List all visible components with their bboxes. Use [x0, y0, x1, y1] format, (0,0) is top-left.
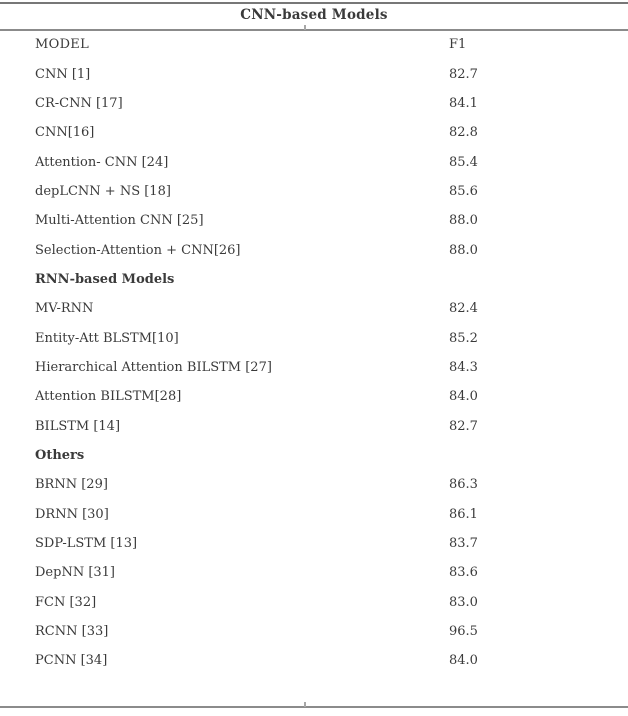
table-body — [0, 30, 628, 676]
model-name: Multi-Attention CNN [25] — [35, 213, 204, 229]
model-name: PCNN [34] — [35, 653, 108, 669]
model-name: MV-RNN — [35, 301, 94, 317]
model-name: Hierarchical Attention BILSTM [27] — [35, 359, 272, 375]
model-name: SDP-LSTM [13] — [35, 536, 138, 552]
table-row — [0, 235, 628, 264]
f1-value: 82.7 — [449, 66, 478, 82]
model-name: DepNN [31] — [35, 565, 116, 581]
f1-value: 83.0 — [449, 594, 478, 610]
f1-value: 82.8 — [449, 125, 478, 141]
model-name: BILSTM [14] — [35, 418, 121, 434]
table-row — [0, 646, 628, 675]
table-top-rule — [0, 2, 628, 4]
f1-value: 82.7 — [449, 418, 478, 434]
section-header-label: RNN-based Models — [35, 271, 175, 287]
f1-value: 84.0 — [449, 653, 478, 669]
table-row — [0, 59, 628, 88]
model-name: depLCNN + NS [18] — [35, 183, 171, 199]
f1-value: 85.4 — [449, 154, 478, 170]
model-name: Selection-Attention + CNN[26] — [35, 242, 241, 258]
f1-value: 85.2 — [449, 330, 478, 346]
table-row — [0, 617, 628, 646]
table-header-row — [0, 30, 628, 59]
section-header-rnn — [0, 265, 628, 294]
model-name: CR-CNN [17] — [35, 95, 123, 111]
column-header-f1: F1 — [449, 37, 467, 53]
table-row — [0, 323, 628, 352]
table-row — [0, 411, 628, 440]
f1-value: 84.3 — [449, 359, 478, 375]
table-row — [0, 147, 628, 176]
column-header-model: MODEL — [35, 37, 90, 53]
f1-value: 83.6 — [449, 565, 478, 581]
f1-value: 84.0 — [449, 389, 478, 405]
table-row — [0, 353, 628, 382]
f1-value: 88.0 — [449, 242, 478, 258]
table-row — [0, 529, 628, 558]
f1-value: 96.5 — [449, 624, 478, 640]
table-row — [0, 500, 628, 529]
table-row — [0, 89, 628, 118]
model-name: Attention- CNN [24] — [35, 154, 169, 170]
column-divider-tick-bottom — [304, 702, 306, 707]
model-name: Entity-Att BLSTM[10] — [35, 330, 179, 346]
f1-value: 85.6 — [449, 183, 478, 199]
section-header-label: Others — [35, 447, 85, 463]
f1-value: 83.7 — [449, 536, 478, 552]
model-name: CNN[16] — [35, 125, 95, 141]
table-row — [0, 118, 628, 147]
f1-value: 86.1 — [449, 506, 478, 522]
model-name: FCN [32] — [35, 594, 97, 610]
table-bottom-rule — [0, 706, 628, 708]
table-row — [0, 588, 628, 617]
table-row — [0, 177, 628, 206]
f1-value: 86.3 — [449, 477, 478, 493]
model-name: BRNN [29] — [35, 477, 108, 493]
table-row — [0, 382, 628, 411]
table-row — [0, 206, 628, 235]
model-name: RCNN [33] — [35, 624, 109, 640]
table-row — [0, 470, 628, 499]
table-row — [0, 294, 628, 323]
model-name: CNN [1] — [35, 66, 91, 82]
model-name: Attention BILSTM[28] — [35, 389, 182, 405]
f1-value: 82.4 — [449, 301, 478, 317]
table-title: CNN-based Models — [240, 7, 388, 23]
f1-value: 84.1 — [449, 95, 478, 111]
table-row — [0, 558, 628, 587]
section-header-others — [0, 441, 628, 470]
f1-value: 88.0 — [449, 213, 478, 229]
model-name: DRNN [30] — [35, 506, 109, 522]
